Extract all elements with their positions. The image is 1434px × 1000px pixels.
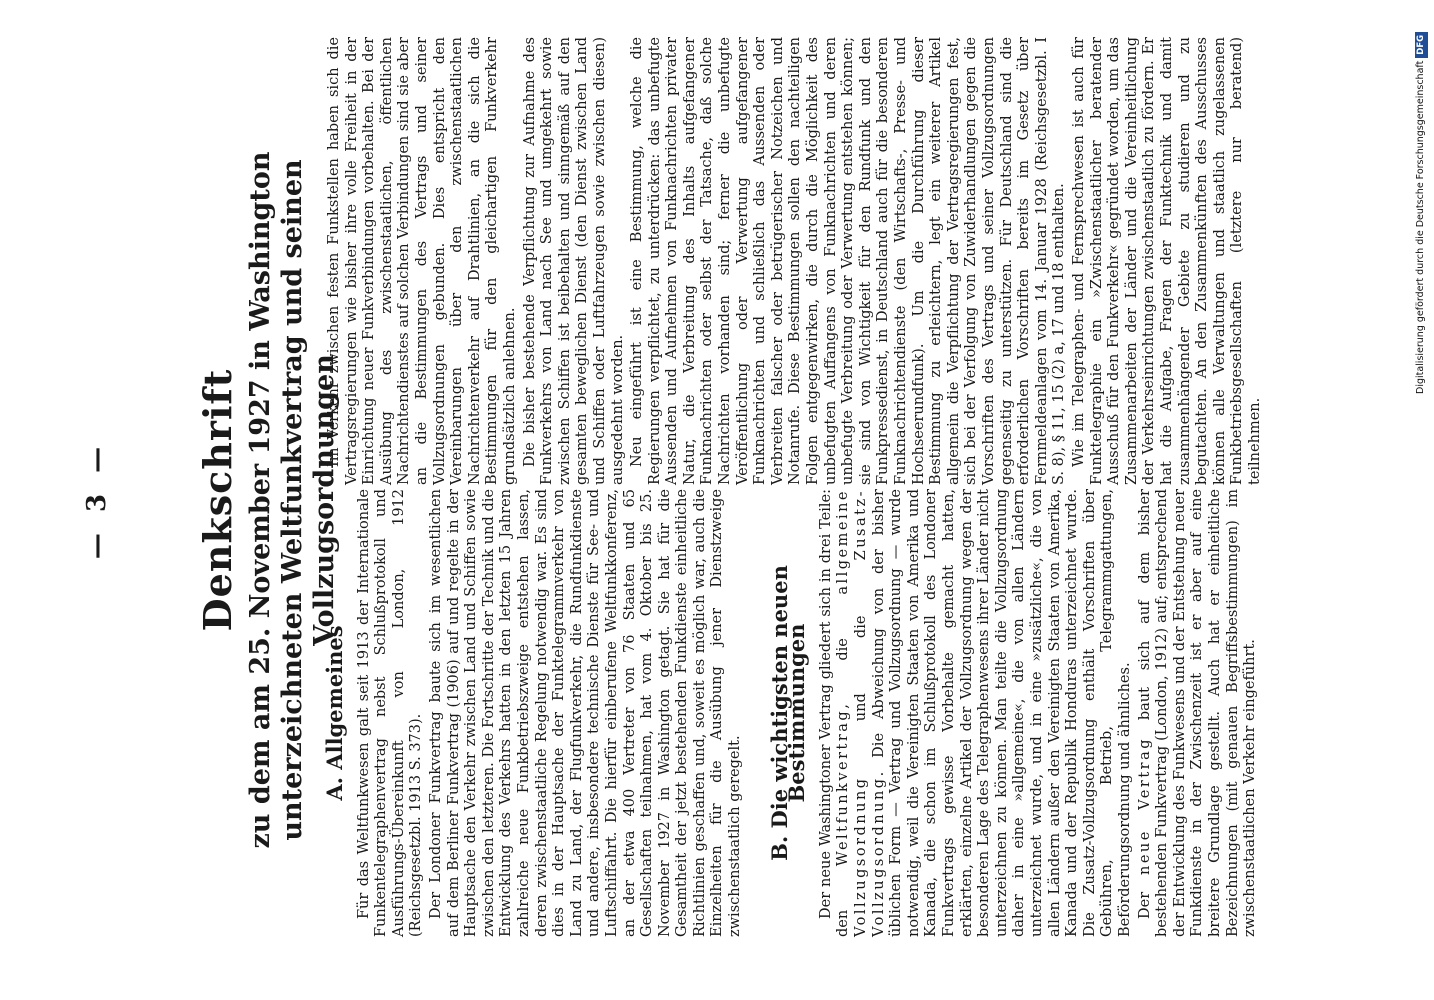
section-b-p1-start: Der neue Washingtoner Vertrag gliedert sich in drei Teile: den bbox=[817, 489, 852, 937]
section-a-paragraph-2: Der Londoner Funkvertrag baute sich im wesentlichen auf dem Berliner Funkvertrag (1906) auf und regelte in der Hauptsache den Verkehr zwischen Land und Schiffen sowie zwischen den letzteren. Die Fortschritte der Technik und die Entwicklung des Verkehrs hatten in den letzten 15 Jahren zahlreiche neue Funkbetriebszweige entstehen lassen, deren zwischenstaatliche Regelung notwendig war. Es sind dies in der Hauptsache der Funktelegrammverkehr von Land zu Land, der Flugfunkverkehr, die Rundfunkdienste und andere, insbesondere technische Dienste für See- und Luftschiffahrt. Die hierfür einberufene Weltfunkkonferenz, an der etwa 400 Vertreter von 76 Staaten und 65 Gesellschaften teilnahmen, hat vom 4. Oktober bis 25. November 1927 in Washington getagt. Sie hat für die Gesamtheit der jetzt bestehenden Funkdienste einheitliche Richtlinien geschaffen und, soweit es möglich war, auch die Einzelheiten für die Ausübung jener Dienstzweige zwischenstaatlich geregelt. bbox=[427, 489, 744, 937]
right-paragraph-1: Im Verkehr zwischen festen Funkstellen haben sich die Vertragsregierungen wie bisher ihre volle Freiheit in der Einrichtung neuer Funkverbindungen vorbehalten. Bei der Ausübung des zwischenstaatlichen, öffentlichen Nachrichtendienstes auf solchen Verbindungen sind sie aber an die Bestimmungen des Vertrags und seiner Vollzugsordnungen gebunden. Dies entspricht den Vereinbarungen über den zwischenstaatlichen Nachrichtenverkehr auf Drahtlinien, an die sich die Bestimmungen für den gleichartigen Funkverkehr grundsätzlich anlehnen. bbox=[326, 37, 518, 485]
right-paragraph-4: Wie im Telegraphen- und Fernsprechwesen ist auch für Funktelegraphie ein »Zwischenstaatlicher beratender Ausschuß für den Funkverkehr« gegründet worden, um das Zusammenarbeiten der Länder und die Vereinheitlichung der Verkehrseinrichtungen zwischenstaatlich zu fördern. Er hat die Aufgabe, Fragen der Funktechnik und damit zusammenhängender Gebiete zu studieren und zu begutachten. An den Zusammenkünften des Ausschusses können alle Verwaltungen und staatlich zugelassenen Funkbetriebsgesellschaften (letztere nur beratend) teilnehmen. bbox=[1070, 37, 1263, 485]
digitization-note bbox=[1409, 14, 1433, 394]
section-b-p1-mid1: , die bbox=[835, 594, 852, 709]
right-paragraph-3: Neu eingeführt ist eine Bestimmung, welche die Regierungen verpflichtet, zu unterdrücken: das unbefugte Aussenden und Aufnehmen von Funknachrichten privater Natur, die Verbreitung des Inhalts aufgefangener Funknachrichten oder selbst der Tatsache, daß solche Nachrichten vorhanden sind; ferner die unbefugte Veröffentlichung oder Verwertung aufgefangener Funknachrichten und schließlich das Aussenden oder Verbreiten falscher oder betrügerischer Notzeichen und Notanrufe. Diese Bestimmungen sollen den nachteiligen Folgen entgegenwirken, die durch die Möglichkeit des unbefugten Auffangens von Funknachrichten und deren unbefugte Verbreitung oder Verwertung entstehen können; sie sind von Wichtigkeit für den Rundfunk und den Funkpressedienst, in Deutschland auch für die besonderen Funknachrichtendienste (den Wirtschafts-, Presse- und Hochseerundfunk). Um die Durchführung dieser Bestimmung zu erleichtern, legt ein weiterer Artikel allgemein die Verpflichtung der Vertragsregierungen fest, sich bei der Verfolgung von Zuwiderhandlungen gegen die Vorschriften des Vertrags und seiner Vollzugsordnungen gegenseitig zu unterstützen. Für Deutschland sind die erforderlichen Vorschriften bereits im Gesetz über Fernmeldeanlagen vom 14. Januar 1928 (Reichsgesetzbl. I S. 8), § 11, 15 (2) a, 17 und 18 enthalten. bbox=[629, 37, 1068, 485]
section-b-paragraph-2 bbox=[1137, 489, 1260, 937]
dfg-logo: DFG bbox=[1415, 32, 1428, 58]
section-a-paragraph-1: Für das Weltfunkwesen galt seit 1913 der Internationale Funkentelegraphenvertrag nebst Schlußprotokoll und Ausführungs-Übereinkunft von London, 1912 (Reichsgesetzbl. 1913 S. 373). bbox=[355, 489, 425, 937]
term-neue-vertrag: neue Vertrag bbox=[1136, 737, 1153, 876]
left-column bbox=[322, 488, 1262, 937]
section-b-heading: B. Die wichtigsten neuen Bestimmungen bbox=[766, 565, 810, 861]
section-b-p2-start: Der bbox=[1136, 875, 1153, 919]
term-weltfunkvertrag: Weltfunkvertrag bbox=[835, 708, 852, 867]
section-b-p2-rest: baut sich auf dem bisher bestehenden Funkvertrag (London, 1912) auf; entsprechend der Entwicklung des Funkwesens und der Entstehung neuer Funkdienste in der Zwischenzeit ist er aber auf eine breitere Grundlage gestellt. Auch hat er einheitliche Bezeichnungen (mit genauen Begriffsbestimmungen) im zwischenstaatlichen Verkehr eingeführt. bbox=[1136, 489, 1259, 937]
right-column bbox=[326, 37, 1266, 485]
page-number: — 3 — bbox=[82, 440, 112, 560]
digitization-note-text: Digitalisierung gefördert durch die Deutsche Forschungsgemeinschaft bbox=[1415, 60, 1426, 394]
term-zusatz-vollzugsordnung: Zusatz-Vollzugsordnung bbox=[853, 489, 887, 937]
section-b-p1-rest: . Die Abweichung von der bisher üblichen Form — Vertrag und Vollzugsordnung — wurde notwendig, weil die Vereinigten Staaten von Amerika und Kanada, die schon im Schlußprotokoll des Londoner Funkvertrags gewisse Vorbehalte gemacht hatten, erklärten, einzelne Artikel der Vollzugsordnung wegen der besonderen Lage des Telegraphenwesens ihrer Länder nicht unterzeichnen zu können. Man teilte die Vollzugsordnung daher in eine »allgemeine«, die von allen Ländern unterzeichnet wurde, und in eine »zusätzliche«, die von allen Ländern außer den Vereinigten Staaten von Amerika, Kanada und der Republik Honduras unterzeichnet wurde. Die Zusatz-Vollzugsordnung enthält Vorschriften über Gebühren, Betrieb, Telegrammgattungen, Beförderungsordnung und ähnliches. bbox=[870, 489, 1133, 937]
document-title: Denkschrift bbox=[195, 368, 240, 632]
section-b-paragraph-1 bbox=[818, 489, 1135, 937]
section-a-heading: A. Allgemeines bbox=[322, 625, 347, 801]
document-subtitle: zu dem am 25. November 1927 in Washington unterzeichneten Weltfunkvertrag und seinen Vollzugsordnungen bbox=[245, 151, 340, 849]
right-paragraph-2: Die bisher bestehende Verpflichtung zur Aufnahme des Funkverkehrs von Land nach See und umgekehrt sowie zwischen Schiffen ist beibehalten und sinngemäß auf den gesamten beweglichen Dienst (den Dienst zwischen Land und Schiffen oder Luftfahrzeugen sowie zwischen diesen) ausgedehnt worden. bbox=[521, 37, 626, 485]
term-allgemeine-vollzugsordnung: allgemeine Vollzugsordnung bbox=[835, 488, 870, 937]
section-b-p1-mid2: und die bbox=[853, 560, 870, 777]
